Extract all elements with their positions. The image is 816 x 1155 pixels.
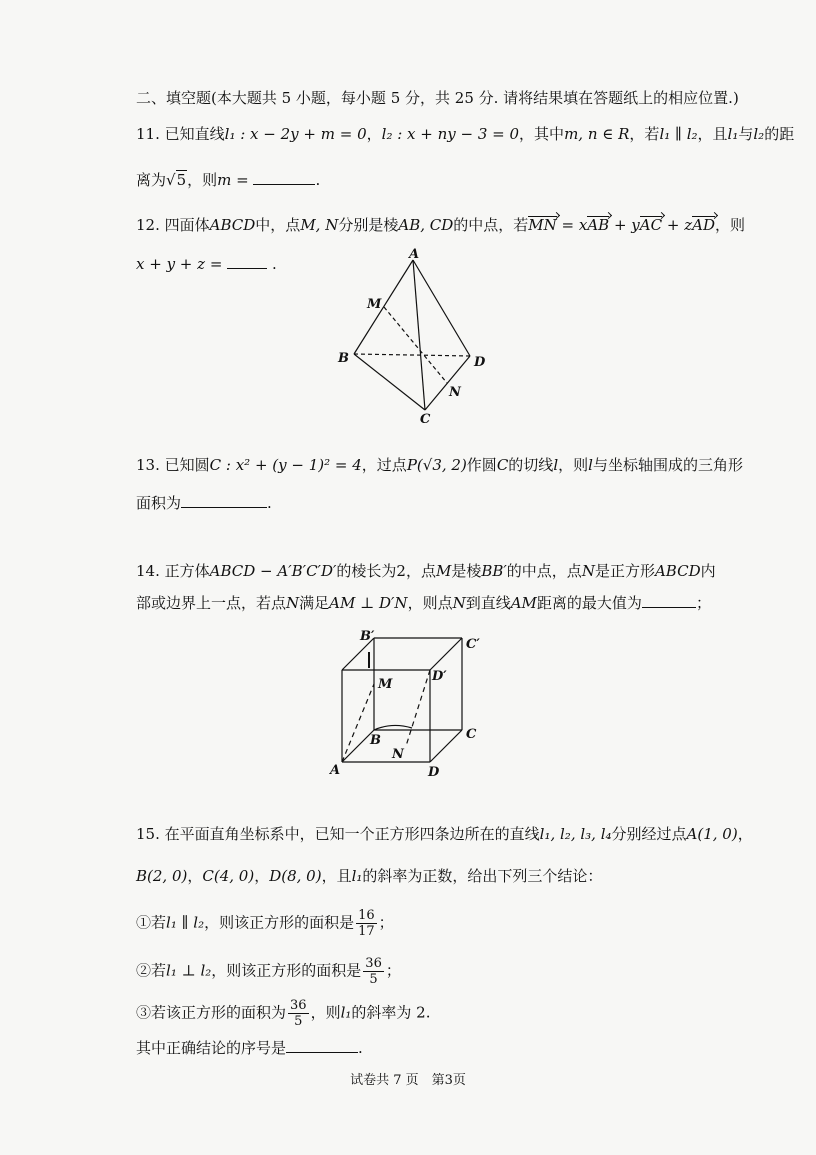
section-title: 二、填空题(本大题共 5 小题，每小题 5 分，共 25 分. 请将结果填在答题纸上的相应位置.) — [136, 89, 739, 107]
edge-ad — [413, 260, 470, 356]
question-14-line-1: 14. 正方体ABCD − A′B′C′D′的棱长为2，点M是棱BB′的中点，点N是正方形ABCD内 — [136, 562, 716, 580]
label-c-prime: C′ — [466, 637, 480, 652]
label-m: M — [367, 297, 382, 312]
label-c: C — [466, 727, 477, 742]
label-a: A — [330, 763, 341, 778]
question-14-line-2: 部或边界上一点，若点N满足AM ⊥ D′N，则点N到直线AM距离的最大值为 ； — [136, 594, 711, 612]
conclusion-1: ①若l₁ ∥ l₂，则该正方形的面积是 $\frac{16}{17}$ ； — [136, 908, 394, 939]
label-d: D — [474, 355, 486, 370]
question-11-line-1: 11. 已知直线l₁ : x − 2y + m = 0，l₂ : x + ny − 3 = 0，其中m, n ∈ R，若l₁ ∥ l₂，且l₁与l₂的距 — [136, 125, 795, 143]
question-13-line-1: 13. 已知圆C : x² + (y − 1)² = 4，过点P(√3, 2)作圆C的切线l，则l与坐标轴围成的三角形 — [136, 456, 743, 474]
tetrahedron-figure — [330, 246, 510, 426]
label-a: A — [409, 247, 420, 262]
answer-blank-13[interactable] — [181, 493, 267, 508]
cube-figure — [322, 622, 502, 782]
question-15-line-2: B(2, 0)，C(4, 0)，D(8, 0)，且l₁的斜率为正数，给出下列三个结论： — [136, 867, 603, 885]
label-d: D — [428, 765, 440, 780]
conclusion-3: ③若该正方形的面积为 $\frac{36}{5}$ ，则l₁的斜率为 2. — [136, 998, 431, 1029]
edge-cd — [425, 356, 470, 410]
question-15-line-1: 15. 在平面直角坐标系中，已知一个正方形四条边所在的直线l₁, l₂, l₃, l₄分别经过点A(1, 0)， — [136, 825, 753, 843]
page-footer: 试卷共 7 页 第3页 — [350, 1073, 466, 1088]
question-12-line-2: x + y + z = . — [136, 255, 277, 273]
label-m: M — [378, 677, 393, 692]
question-13-line-2: 面积为 . — [136, 494, 272, 512]
label-b: B — [338, 351, 349, 366]
answer-blank-14[interactable] — [642, 593, 696, 608]
label-d-prime: D′ — [432, 669, 447, 684]
answer-blank-12[interactable] — [227, 254, 267, 269]
label-b-prime: B′ — [360, 629, 375, 644]
answer-blank-15[interactable] — [286, 1038, 358, 1053]
edge-ab — [354, 260, 413, 354]
answer-blank-11[interactable] — [253, 170, 315, 185]
question-15-final: 其中正确结论的序号是 . — [136, 1039, 363, 1057]
label-c: C — [420, 412, 431, 426]
label-n: N — [392, 747, 404, 762]
question-12-line-1: 12. 四面体ABCD中，点M, N分别是棱AB, CD的中点，若MN = xAB + yAC + zAD，则 — [136, 216, 745, 234]
edge-ac — [413, 260, 425, 410]
label-n: N — [449, 385, 461, 400]
label-b: B — [370, 733, 381, 748]
segment-mn — [384, 307, 447, 383]
conclusion-2: ②若l₁ ⊥ l₂，则该正方形的面积是 $\frac{36}{5}$ ； — [136, 956, 401, 987]
question-11-line-2: 离为√5，则m = . — [136, 171, 321, 189]
edge-bc — [354, 354, 425, 410]
edge-bd-hidden — [354, 354, 470, 356]
